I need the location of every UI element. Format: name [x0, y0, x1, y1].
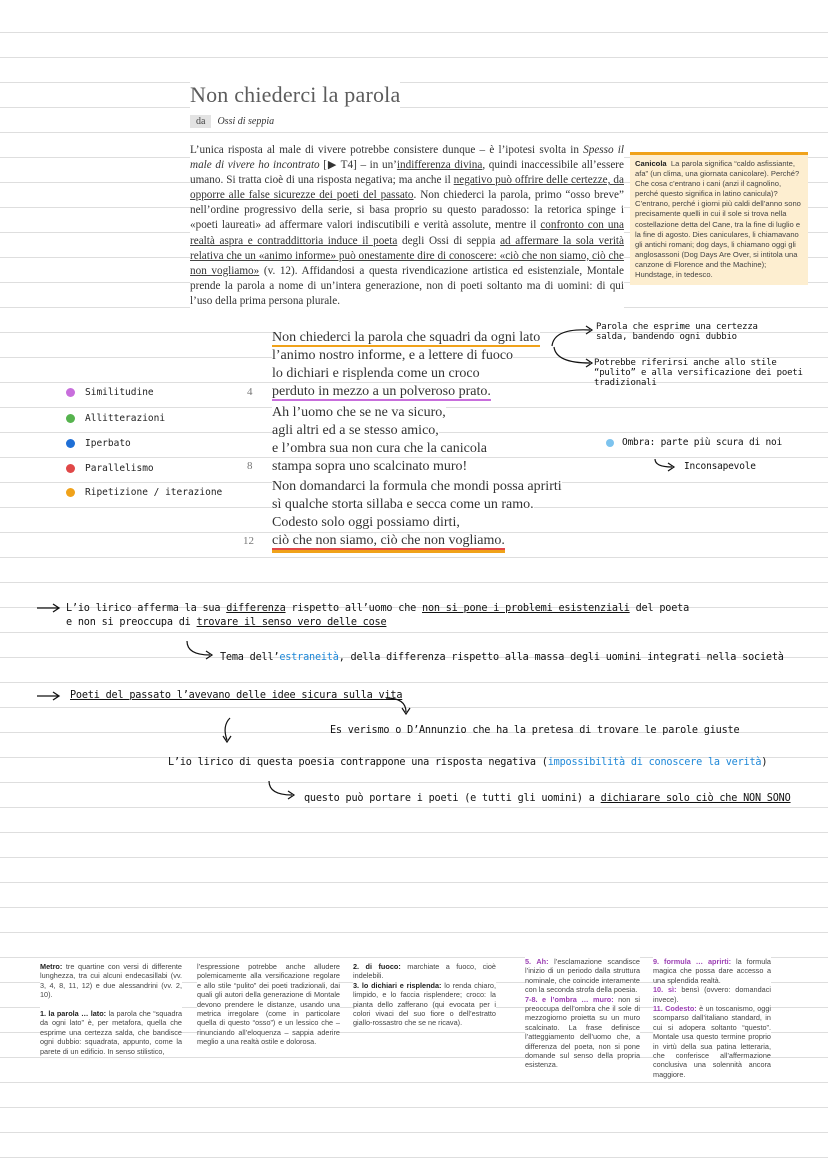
arrow-right-icon	[36, 690, 62, 702]
page-title: Non chiederci la parola	[190, 82, 401, 107]
note-poeti-passato: Poeti del passato l’avevano delle idee sicura sulla vita	[70, 690, 403, 701]
intro-text: . Non chiederci la parola, primo “osso breve” nell’ordine progressivo della serie, si basa proprio su questo paradosso: la retorica spinge i «poeti laureati» ad affermare valori indiscutibili e verità assolute, mentre il	[190, 189, 624, 232]
intro-underline: negativo può offrire delle certezze, da opporre alle false sicurezze dei poeti del passato	[190, 174, 624, 202]
note-non-sono: questo può portare i poeti (e tutti gli uomini) a dichiarare solo ciò che NON SONO	[304, 793, 791, 804]
note-risposta-negativa: L’io lirico di questa poesia contrappone una risposta negativa (impossibilità di conoscere la verità)	[168, 757, 768, 768]
legend-dot-icon	[66, 414, 75, 423]
footnote-col-1: Metro: tre quartine con versi di differente lunghezza, tra cui alcuni endecasillabi (vv. 3, 4, 8, 11, 12) e due alessandrini (vv. 2, 10). 1. la parola … lato: la parola che “squadra da ogni lato” è, per metafora, quella che esprime una certezza salda, che bandisce ogni dubbio: squadrata, appunto, come la parete di un edificio. In senso stilistico,	[40, 962, 182, 1056]
annotation-certezza: Parola che esprime una certezza salda, bandendo ogni dubbio	[596, 322, 758, 342]
footnote-col-3: 2. di fuoco: marchiate a fuoco, cioè indelebili. 3. lo dichiari e risplenda: lo renda chiaro, limpido, e lo faccia risplendere; croco: la pianta dello zafferano (qui evocata per i colori vivaci del suo fiore o dell’estratto giallo-rossastro che se ne ricava).	[353, 962, 496, 1028]
legend-item-parallelismo: Parallelismo	[66, 463, 154, 474]
legend-dot-icon	[66, 439, 75, 448]
poem-line-8: stampa sopra uno scalcinato muro!	[272, 459, 468, 474]
annotation-inconsapevole: Inconsapevole	[684, 461, 756, 472]
footnote-col-2: l’espressione potrebbe anche alludere polemicamente alla versificazione regolare e allo stile “pulito” dei poeti tradizionali, dai quali gli autori della generazione di Montale devono prendere le distanze, usando una metrica irregolare (come in particolare quella di questo “osso”) e un lessico che – rinunciando all’eloquenza – sappia aderire meglio a una realtà ostile e dolorosa.	[197, 962, 340, 1047]
intro-text: [▶ T4] – in un’	[319, 159, 397, 172]
legend-item-iperbato: Iperbato	[66, 438, 131, 449]
curved-arrow-icon	[266, 780, 298, 802]
line-number: 12	[243, 535, 254, 547]
poem-line-9: Non domandarci la formula che mondi possa aprirti	[272, 479, 562, 494]
note-io-lirico-2: e non si preoccupa di trovare il senso vero delle cose	[66, 617, 387, 628]
curved-arrow-icon	[218, 716, 236, 746]
intro-underline: ad affermare la sola verità relativa che un «animo informe» può onestamente dire di conoscere: «ciò che non siamo, ciò che non vogliamo»	[190, 234, 625, 277]
poem-line-5: Ah l’uomo che se ne va sicuro,	[272, 405, 446, 420]
note-verismo: Es verismo o D’Annunzio che ha la pretesa di trovare le parole giuste	[330, 725, 740, 736]
source-title: Ossi di seppia	[217, 116, 275, 127]
arrow-right-icon	[36, 602, 62, 614]
intro-text: degli Ossi di seppia	[397, 234, 501, 247]
legend-item-similitudine: Similitudine	[66, 387, 154, 398]
intro-paragraph	[190, 143, 624, 309]
legend-dot-icon	[66, 388, 75, 397]
source-prefix: da	[190, 115, 211, 128]
curved-arrow-icon	[184, 640, 216, 662]
line-number: 4	[247, 386, 253, 398]
note-estraneita: Tema dell’estraneità, della differenza rispetto alla massa degli uomini integrati nella società	[220, 652, 784, 663]
sidenote-text: La parola significa “caldo asfissiante, afa” (un clima, una giornata canicolare). Perché? Che cosa c’entrano i cani (anzi il cagnolino, perché questo significa in latino canicula)? C’entrano, perché i giorni più caldi dell’anno sono precisamente quelli in cui il sole si trova nella costellazione detta del Cane, tra la fine di luglio e la fine di agosto. Dies caniculares, li chiamavano gli antichi romani; dog days, li chiamano oggi gli anglosassoni (Dog Days Are Over, si intitola una canzone di Florence and the Machine); Hundstage, in tedesco.	[635, 159, 801, 280]
intro-text: L’unica risposta al male di vivere potrebbe consistere dunque – è l’ipotesi svolta in	[190, 144, 584, 156]
intro-underline: confronto con una realtà aspra e contraddittoria induce il poeta	[190, 219, 624, 247]
intro-underline: indifferenza divina	[396, 159, 483, 172]
footnote-col-4: 5. Ah: l’esclamazione scandisce l’inizio di un periodo dalla struttura nominale, che coincide interamente con la seconda strofa della poesia. 7-8. e l’ombra … muro: non si preoccupa dell’ombra che il sole di mezzogiorno proietta su un muro scalcinato. La frase definisce l’atteggiamento dell’uomo che, a differenza del poeta, non si pone domande sul senso della propria esistenza.	[525, 957, 640, 1070]
legend-item-ripetizione: Ripetizione / iterazione	[66, 487, 222, 498]
intro-italic: Spesso il male di vivere ho incontrato	[190, 144, 624, 172]
sidenote-canicola	[630, 152, 808, 285]
poem-line-4: perduto in mezzo a un polveroso prato.	[272, 384, 491, 399]
poem-line-1: Non chiederci la parola che squadri da ogni lato	[272, 330, 541, 345]
legend-item-allitterazioni: Allitterazioni	[66, 413, 165, 424]
curved-arrow-icon	[552, 345, 596, 375]
curved-arrow-icon	[652, 458, 678, 474]
footnote-col-5: 9. formula … aprirti: la formula magica che possa dare accesso a una splendida realtà. 10. sì: bensì (ovvero: domandaci invece). 11. Codesto: è un toscanismo, oggi scomparso dall’italiano standard, in cui si adopera soltanto “questo”. Montale usa questo termine proprio in virtù della sua patina letteraria, che conferisce all’affermazione conclusiva una solennità ancora maggiore.	[653, 957, 772, 1079]
line-number: 8	[247, 460, 253, 472]
legend-dot-icon	[606, 439, 614, 447]
legend-dot-icon	[66, 488, 75, 497]
source-line	[190, 116, 274, 127]
intro-text: (v. 12). Affidandosi a questa rivendicazione artistica ed esistenziale, Montale prende la parola a nome di un’intera generazione, non di poeti soltanto ma di uomini: di qui l’uso della prima persona plurale.	[190, 264, 624, 307]
annotation-stile: Potrebbe riferirsi anche allo stile “pulito” e alla versificazione dei poeti tradizionali	[594, 358, 803, 388]
note-io-lirico: L’io lirico afferma la sua differenza rispetto all’uomo che non si pone i problemi esistenziali del poeta	[66, 603, 690, 614]
annotation-ombra: Ombra: parte più scura di noi	[606, 437, 782, 448]
poem-line-3: lo dichiari e risplenda come un croco	[272, 366, 480, 381]
poem-line-6: agli altri ed a se stesso amico,	[272, 423, 439, 438]
legend-dot-icon	[66, 464, 75, 473]
curved-arrow-icon	[384, 694, 414, 718]
poem-line-2: l’animo nostro informe, e a lettere di fuoco	[272, 348, 514, 363]
poem-line-11: Codesto solo oggi possiamo dirti,	[272, 515, 460, 530]
poem-line-10: sì qualche storta sillaba e secca come un ramo.	[272, 497, 534, 512]
sidenote-term: Canicola	[635, 159, 667, 168]
intro-text: , quindi inaccessibile all’essere umano. Si tratta cioè di una risposta negativa; ma anche il	[190, 159, 624, 187]
poem-line-12: ciò che non siamo, ciò che non vogliamo.	[272, 533, 505, 548]
poem-line-7: e l’ombra sua non cura che la canicola	[272, 441, 487, 456]
